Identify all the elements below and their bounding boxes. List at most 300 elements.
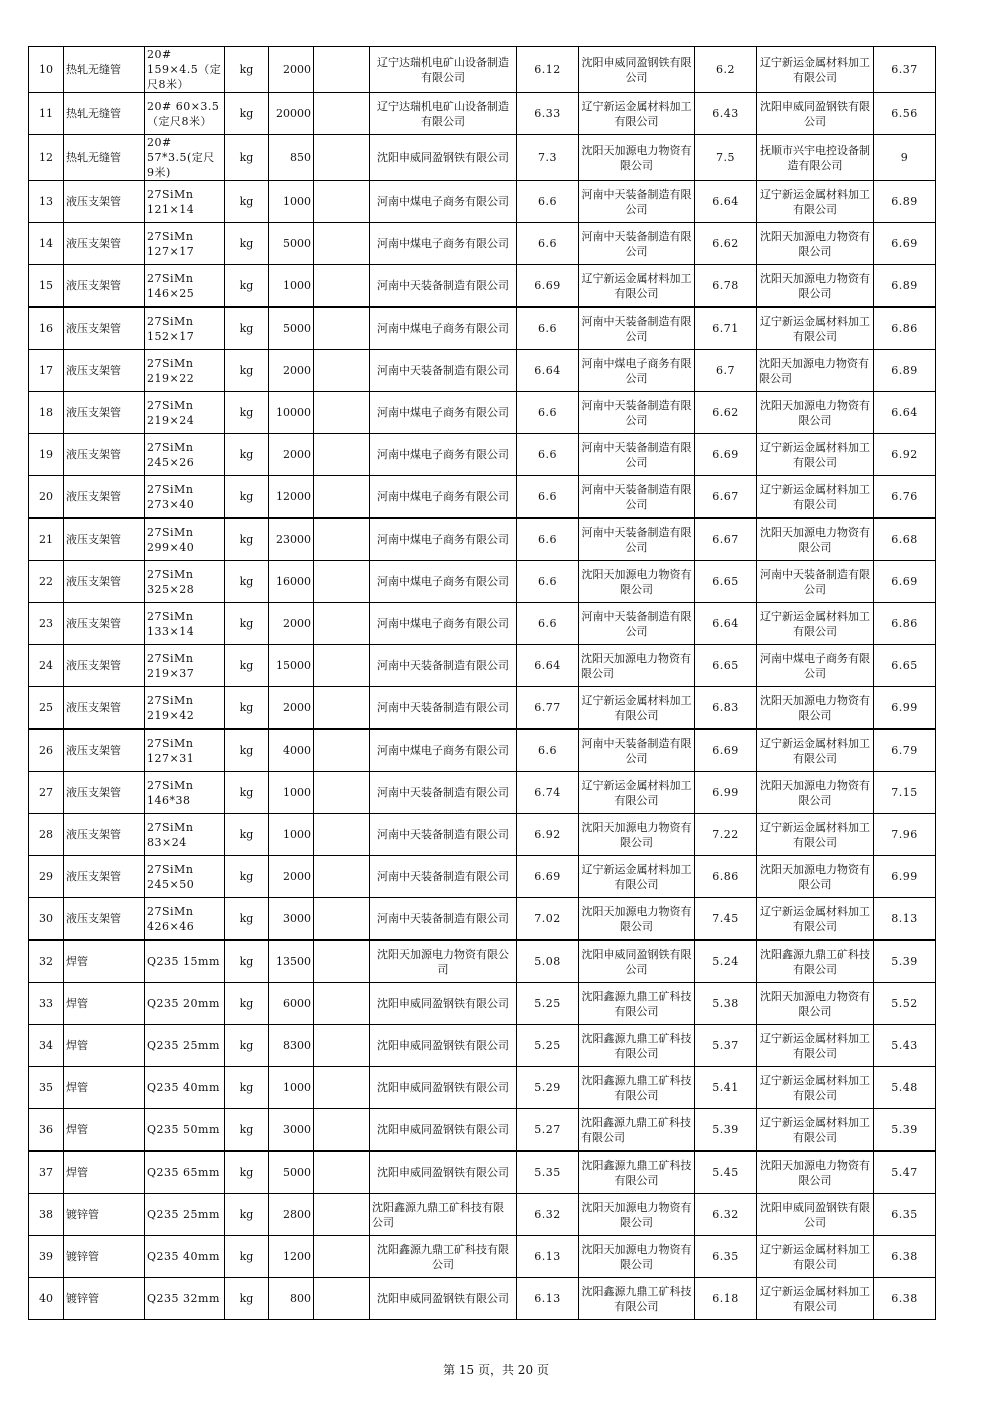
item-spec: Q235 65mm	[145, 1151, 225, 1194]
blank-cell	[314, 898, 370, 941]
supplier-2: 辽宁新运金属材料加工有限公司	[579, 687, 695, 730]
item-unit: kg	[225, 1151, 269, 1194]
item-quantity: 1200	[269, 1236, 314, 1278]
table-row	[29, 1151, 936, 1194]
item-spec: Q235 25mm	[145, 1194, 225, 1236]
item-name: 液压支架管	[64, 856, 145, 898]
item-quantity: 3000	[269, 898, 314, 941]
supplier-3: 辽宁新运金属材料加工有限公司	[757, 1236, 874, 1278]
row-number: 19	[29, 434, 64, 476]
price-2: 6.83	[695, 687, 757, 730]
item-spec: 27SiMn 245×26	[145, 434, 225, 476]
row-number: 25	[29, 687, 64, 730]
item-unit: kg	[225, 940, 269, 983]
supplier-2: 沈阳申威同盈钢铁有限公司	[579, 47, 695, 93]
price-1: 6.92	[517, 814, 579, 856]
price-2: 5.37	[695, 1025, 757, 1067]
supplier-2: 河南中天装备制造有限公司	[579, 181, 695, 223]
item-spec: 27SiMn 219×37	[145, 645, 225, 687]
price-3: 6.65	[874, 645, 936, 687]
supplier-2: 沈阳鑫源九鼎工矿科技有限公司	[579, 1067, 695, 1109]
table-row	[29, 729, 936, 772]
row-number: 35	[29, 1067, 64, 1109]
price-3: 5.43	[874, 1025, 936, 1067]
item-name: 焊管	[64, 1067, 145, 1109]
item-unit: kg	[225, 1236, 269, 1278]
price-3: 6.99	[874, 687, 936, 730]
blank-cell	[314, 772, 370, 814]
supplier-1: 河南中煤电子商务有限公司	[370, 729, 517, 772]
row-number: 17	[29, 350, 64, 392]
row-number: 36	[29, 1109, 64, 1152]
item-name: 液压支架管	[64, 434, 145, 476]
row-number: 23	[29, 603, 64, 645]
item-spec: 27SiMn 127×17	[145, 223, 225, 265]
item-name: 液压支架管	[64, 603, 145, 645]
blank-cell	[314, 940, 370, 983]
supplier-2: 辽宁新运金属材料加工有限公司	[579, 856, 695, 898]
supplier-1: 河南中天装备制造有限公司	[370, 350, 517, 392]
item-unit: kg	[225, 1109, 269, 1152]
item-unit: kg	[225, 1278, 269, 1320]
supplier-1: 沈阳申威同盈钢铁有限公司	[370, 1278, 517, 1320]
supplier-1: 河南中天装备制造有限公司	[370, 772, 517, 814]
table-row	[29, 434, 936, 476]
supplier-1: 沈阳申威同盈钢铁有限公司	[370, 1025, 517, 1067]
row-number: 22	[29, 561, 64, 603]
price-3: 6.69	[874, 223, 936, 265]
table-row	[29, 603, 936, 645]
price-3: 5.39	[874, 1109, 936, 1152]
supplier-1: 沈阳申威同盈钢铁有限公司	[370, 1109, 517, 1152]
price-3: 6.79	[874, 729, 936, 772]
supplier-3: 沈阳天加源电力物资有限公司	[757, 1151, 874, 1194]
supplier-3: 辽宁新运金属材料加工有限公司	[757, 814, 874, 856]
supplier-1: 沈阳申威同盈钢铁有限公司	[370, 1151, 517, 1194]
supplier-3: 辽宁新运金属材料加工有限公司	[757, 476, 874, 519]
item-unit: kg	[225, 898, 269, 941]
item-unit: kg	[225, 772, 269, 814]
supplier-2: 沈阳鑫源九鼎工矿科技有限公司	[579, 1151, 695, 1194]
row-number: 15	[29, 265, 64, 308]
price-2: 6.65	[695, 561, 757, 603]
item-quantity: 15000	[269, 645, 314, 687]
item-unit: kg	[225, 518, 269, 561]
price-2: 5.24	[695, 940, 757, 983]
price-3: 5.52	[874, 983, 936, 1025]
supplier-3: 沈阳申威同盈钢铁有限公司	[757, 93, 874, 135]
item-name: 液压支架管	[64, 223, 145, 265]
supplier-2: 沈阳天加源电力物资有限公司	[579, 1236, 695, 1278]
supplier-3: 沈阳天加源电力物资有限公司	[757, 265, 874, 308]
price-2: 6.71	[695, 307, 757, 350]
item-name: 热轧无缝管	[64, 135, 145, 181]
price-1: 6.6	[517, 561, 579, 603]
page-footer: 第 15 页，共 20 页	[443, 1363, 549, 1377]
price-1: 6.6	[517, 476, 579, 519]
supplier-1: 辽宁达瑞机电矿山设备制造有限公司	[370, 47, 517, 93]
item-quantity: 1000	[269, 181, 314, 223]
supplier-3: 辽宁新运金属材料加工有限公司	[757, 181, 874, 223]
supplier-3: 辽宁新运金属材料加工有限公司	[757, 1067, 874, 1109]
item-name: 液压支架管	[64, 181, 145, 223]
price-1: 5.35	[517, 1151, 579, 1194]
supplier-2: 河南中天装备制造有限公司	[579, 518, 695, 561]
blank-cell	[314, 307, 370, 350]
table-row	[29, 135, 936, 181]
supplier-1: 河南中天装备制造有限公司	[370, 856, 517, 898]
supplier-3: 沈阳天加源电力物资有限公司	[757, 392, 874, 434]
price-2: 6.7	[695, 350, 757, 392]
row-number: 11	[29, 93, 64, 135]
blank-cell	[314, 47, 370, 93]
supplier-3: 辽宁新运金属材料加工有限公司	[757, 729, 874, 772]
table-row	[29, 1025, 936, 1067]
item-name: 焊管	[64, 1025, 145, 1067]
supplier-2: 沈阳鑫源九鼎工矿科技有限公司	[579, 1109, 695, 1152]
price-3: 7.96	[874, 814, 936, 856]
supplier-3: 辽宁新运金属材料加工有限公司	[757, 307, 874, 350]
supplier-3: 沈阳天加源电力物资有限公司	[757, 772, 874, 814]
supplier-2: 沈阳天加源电力物资有限公司	[579, 645, 695, 687]
blank-cell	[314, 392, 370, 434]
item-unit: kg	[225, 729, 269, 772]
price-1: 5.25	[517, 983, 579, 1025]
item-quantity: 2800	[269, 1194, 314, 1236]
item-unit: kg	[225, 983, 269, 1025]
supplier-1: 河南中煤电子商务有限公司	[370, 476, 517, 519]
price-2: 5.41	[695, 1067, 757, 1109]
supplier-2: 沈阳鑫源九鼎工矿科技有限公司	[579, 1278, 695, 1320]
item-name: 液压支架管	[64, 392, 145, 434]
item-quantity: 4000	[269, 729, 314, 772]
item-quantity: 2000	[269, 856, 314, 898]
blank-cell	[314, 135, 370, 181]
item-quantity: 5000	[269, 307, 314, 350]
supplier-2: 河南中天装备制造有限公司	[579, 307, 695, 350]
item-quantity: 12000	[269, 476, 314, 519]
blank-cell	[314, 645, 370, 687]
item-quantity: 23000	[269, 518, 314, 561]
item-quantity: 13500	[269, 940, 314, 983]
row-number: 38	[29, 1194, 64, 1236]
item-spec: Q235 32mm	[145, 1278, 225, 1320]
item-quantity: 6000	[269, 983, 314, 1025]
item-name: 热轧无缝管	[64, 47, 145, 93]
price-3: 6.56	[874, 93, 936, 135]
price-2: 5.39	[695, 1109, 757, 1152]
row-number: 26	[29, 729, 64, 772]
price-3: 8.13	[874, 898, 936, 941]
blank-cell	[314, 1236, 370, 1278]
blank-cell	[314, 93, 370, 135]
item-unit: kg	[225, 814, 269, 856]
price-comparison-table	[28, 46, 936, 1320]
table-row	[29, 983, 936, 1025]
item-name: 液压支架管	[64, 518, 145, 561]
item-name: 焊管	[64, 983, 145, 1025]
supplier-1: 河南中天装备制造有限公司	[370, 265, 517, 308]
supplier-2: 河南中天装备制造有限公司	[579, 434, 695, 476]
row-number: 13	[29, 181, 64, 223]
blank-cell	[314, 350, 370, 392]
supplier-2: 辽宁新运金属材料加工有限公司	[579, 772, 695, 814]
price-1: 6.33	[517, 93, 579, 135]
supplier-2: 沈阳天加源电力物资有限公司	[579, 814, 695, 856]
supplier-1: 河南中天装备制造有限公司	[370, 898, 517, 941]
item-quantity: 850	[269, 135, 314, 181]
table-row	[29, 1236, 936, 1278]
supplier-3: 沈阳鑫源九鼎工矿科技有限公司	[757, 940, 874, 983]
table-row	[29, 181, 936, 223]
table-row	[29, 561, 936, 603]
supplier-1: 辽宁达瑞机电矿山设备制造有限公司	[370, 93, 517, 135]
price-3: 6.99	[874, 856, 936, 898]
supplier-3: 沈阳天加源电力物资有限公司	[757, 223, 874, 265]
supplier-3: 沈阳天加源电力物资有限公司	[757, 983, 874, 1025]
item-name: 镀锌管	[64, 1194, 145, 1236]
price-1: 6.6	[517, 223, 579, 265]
item-spec: 27SiMn 219×24	[145, 392, 225, 434]
item-spec: 27SiMn 152×17	[145, 307, 225, 350]
item-name: 镀锌管	[64, 1236, 145, 1278]
item-name: 焊管	[64, 1151, 145, 1194]
blank-cell	[314, 1109, 370, 1152]
supplier-1: 河南中煤电子商务有限公司	[370, 223, 517, 265]
price-2: 7.45	[695, 898, 757, 941]
item-quantity: 20000	[269, 93, 314, 135]
price-2: 7.22	[695, 814, 757, 856]
blank-cell	[314, 223, 370, 265]
item-unit: kg	[225, 307, 269, 350]
price-1: 6.6	[517, 518, 579, 561]
price-2: 6.18	[695, 1278, 757, 1320]
supplier-2: 沈阳申威同盈钢铁有限公司	[579, 940, 695, 983]
item-unit: kg	[225, 645, 269, 687]
price-2: 6.78	[695, 265, 757, 308]
item-quantity: 1000	[269, 265, 314, 308]
price-3: 7.15	[874, 772, 936, 814]
item-spec: Q235 50mm	[145, 1109, 225, 1152]
item-spec: 27SiMn 83×24	[145, 814, 225, 856]
price-3: 5.39	[874, 940, 936, 983]
item-unit: kg	[225, 223, 269, 265]
supplier-3: 抚顺市兴宇电控设备制造有限公司	[757, 135, 874, 181]
price-1: 5.29	[517, 1067, 579, 1109]
price-1: 6.6	[517, 729, 579, 772]
item-quantity: 1000	[269, 772, 314, 814]
row-number: 39	[29, 1236, 64, 1278]
item-name: 镀锌管	[64, 1278, 145, 1320]
price-2: 6.64	[695, 603, 757, 645]
price-3: 6.86	[874, 307, 936, 350]
price-3: 6.92	[874, 434, 936, 476]
row-number: 34	[29, 1025, 64, 1067]
item-unit: kg	[225, 47, 269, 93]
row-number: 10	[29, 47, 64, 93]
price-3: 6.86	[874, 603, 936, 645]
price-1: 7.3	[517, 135, 579, 181]
blank-cell	[314, 983, 370, 1025]
price-1: 5.27	[517, 1109, 579, 1152]
price-3: 9	[874, 135, 936, 181]
blank-cell	[314, 476, 370, 519]
item-spec: 27SiMn 127×31	[145, 729, 225, 772]
item-name: 液压支架管	[64, 772, 145, 814]
supplier-3: 沈阳天加源电力物资有限公司	[757, 856, 874, 898]
item-name: 液压支架管	[64, 561, 145, 603]
blank-cell	[314, 518, 370, 561]
price-3: 6.38	[874, 1278, 936, 1320]
price-1: 6.6	[517, 392, 579, 434]
item-spec: 27SiMn 133×14	[145, 603, 225, 645]
supplier-1: 河南中天装备制造有限公司	[370, 645, 517, 687]
price-1: 6.32	[517, 1194, 579, 1236]
supplier-2: 河南中天装备制造有限公司	[579, 729, 695, 772]
row-number: 40	[29, 1278, 64, 1320]
blank-cell	[314, 1151, 370, 1194]
blank-cell	[314, 1278, 370, 1320]
table-row	[29, 93, 936, 135]
price-3: 6.89	[874, 265, 936, 308]
item-name: 液压支架管	[64, 645, 145, 687]
row-number: 30	[29, 898, 64, 941]
item-quantity: 5000	[269, 223, 314, 265]
row-number: 12	[29, 135, 64, 181]
supplier-3: 辽宁新运金属材料加工有限公司	[757, 603, 874, 645]
item-name: 液压支架管	[64, 265, 145, 308]
item-unit: kg	[225, 1067, 269, 1109]
item-quantity: 2000	[269, 603, 314, 645]
table-row	[29, 1194, 936, 1236]
item-spec: Q235 15mm	[145, 940, 225, 983]
table-row	[29, 856, 936, 898]
item-unit: kg	[225, 1025, 269, 1067]
blank-cell	[314, 1194, 370, 1236]
item-unit: kg	[225, 1194, 269, 1236]
supplier-1: 河南中天装备制造有限公司	[370, 814, 517, 856]
price-2: 5.45	[695, 1151, 757, 1194]
item-quantity: 16000	[269, 561, 314, 603]
item-spec: 27SiMn 299×40	[145, 518, 225, 561]
item-spec: 27SiMn 219×42	[145, 687, 225, 730]
item-spec: Q235 40mm	[145, 1236, 225, 1278]
table-row	[29, 392, 936, 434]
item-unit: kg	[225, 561, 269, 603]
price-1: 6.13	[517, 1278, 579, 1320]
supplier-3: 辽宁新运金属材料加工有限公司	[757, 47, 874, 93]
item-quantity: 8300	[269, 1025, 314, 1067]
price-2: 6.2	[695, 47, 757, 93]
item-quantity: 2000	[269, 47, 314, 93]
price-2: 6.69	[695, 434, 757, 476]
price-2: 6.62	[695, 392, 757, 434]
item-quantity: 2000	[269, 434, 314, 476]
supplier-1: 河南中煤电子商务有限公司	[370, 518, 517, 561]
item-quantity: 10000	[269, 392, 314, 434]
table-row	[29, 350, 936, 392]
item-unit: kg	[225, 392, 269, 434]
table-row	[29, 814, 936, 856]
supplier-1: 沈阳天加源电力物资有限公司	[370, 940, 517, 983]
price-2: 5.38	[695, 983, 757, 1025]
price-2: 6.86	[695, 856, 757, 898]
price-3: 6.38	[874, 1236, 936, 1278]
price-2: 6.62	[695, 223, 757, 265]
price-1: 7.02	[517, 898, 579, 941]
supplier-2: 河南中天装备制造有限公司	[579, 476, 695, 519]
item-unit: kg	[225, 856, 269, 898]
item-spec: 20# 57*3.5(定尺9米)	[145, 135, 225, 181]
item-unit: kg	[225, 687, 269, 730]
supplier-2: 河南中天装备制造有限公司	[579, 223, 695, 265]
price-3: 6.64	[874, 392, 936, 434]
item-unit: kg	[225, 135, 269, 181]
table-row	[29, 47, 936, 93]
row-number: 18	[29, 392, 64, 434]
item-spec: Q235 20mm	[145, 983, 225, 1025]
item-spec: Q235 40mm	[145, 1067, 225, 1109]
blank-cell	[314, 561, 370, 603]
item-quantity: 1000	[269, 814, 314, 856]
price-2: 6.43	[695, 93, 757, 135]
row-number: 21	[29, 518, 64, 561]
item-unit: kg	[225, 434, 269, 476]
price-1: 6.74	[517, 772, 579, 814]
supplier-3: 辽宁新运金属材料加工有限公司	[757, 898, 874, 941]
item-quantity: 800	[269, 1278, 314, 1320]
blank-cell	[314, 1067, 370, 1109]
supplier-2: 沈阳天加源电力物资有限公司	[579, 135, 695, 181]
price-2: 6.99	[695, 772, 757, 814]
supplier-2: 沈阳鑫源九鼎工矿科技有限公司	[579, 983, 695, 1025]
price-1: 5.25	[517, 1025, 579, 1067]
supplier-1: 河南中煤电子商务有限公司	[370, 307, 517, 350]
item-quantity: 1000	[269, 1067, 314, 1109]
item-spec: 27SiMn 426×46	[145, 898, 225, 941]
blank-cell	[314, 434, 370, 476]
price-1: 6.64	[517, 645, 579, 687]
item-quantity: 2000	[269, 687, 314, 730]
item-name: 液压支架管	[64, 898, 145, 941]
price-3: 6.68	[874, 518, 936, 561]
price-2: 6.69	[695, 729, 757, 772]
blank-cell	[314, 181, 370, 223]
table-row	[29, 223, 936, 265]
supplier-1: 沈阳鑫源九鼎工矿科技有限公司	[370, 1194, 517, 1236]
item-name: 液压支架管	[64, 307, 145, 350]
price-2: 6.32	[695, 1194, 757, 1236]
item-unit: kg	[225, 476, 269, 519]
supplier-1: 河南中煤电子商务有限公司	[370, 603, 517, 645]
price-1: 6.64	[517, 350, 579, 392]
item-name: 液压支架管	[64, 476, 145, 519]
item-spec: 20# 60×3.5（定尺8米）	[145, 93, 225, 135]
supplier-2: 河南中煤电子商务有限公司	[579, 350, 695, 392]
table-row	[29, 772, 936, 814]
price-1: 6.12	[517, 47, 579, 93]
price-1: 6.69	[517, 856, 579, 898]
supplier-1: 河南中煤电子商务有限公司	[370, 181, 517, 223]
item-name: 液压支架管	[64, 350, 145, 392]
supplier-2: 辽宁新运金属材料加工有限公司	[579, 265, 695, 308]
blank-cell	[314, 687, 370, 730]
price-3: 6.89	[874, 181, 936, 223]
item-spec: 27SiMn 121×14	[145, 181, 225, 223]
row-number: 32	[29, 940, 64, 983]
supplier-1: 河南中煤电子商务有限公司	[370, 434, 517, 476]
item-unit: kg	[225, 265, 269, 308]
